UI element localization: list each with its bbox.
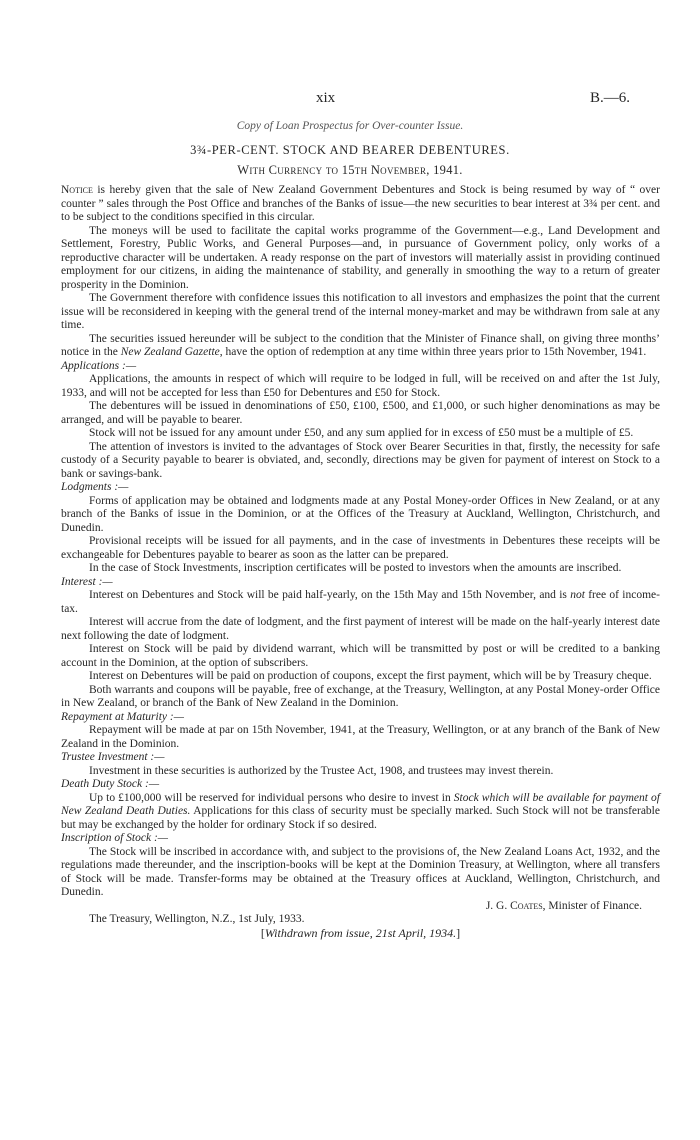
paragraph-interest-5: Both warrants and coupons will be payable, free of exchange, at the Treasury, Wellington, at any Postal Money-order Office in New Zealand, or branch of the Bank of New Zealand in the Dominion.	[61, 683, 660, 709]
death-italic: Stock which will be available for payment of New Zealand Death Duties.	[61, 791, 660, 817]
interest-text-a: Interest on Debentures and Stock will be paid half-yearly, on the 15th May and 15th November, and is	[89, 589, 571, 601]
paragraph-applications-2: The debentures will be issued in denominations of £50, £100, £500, and £1,000, or such higher denominations as may be arranged, and will be payable to bearer.	[61, 400, 660, 426]
interest-not: not	[570, 589, 585, 601]
heading-interest: Interest :—	[61, 575, 113, 588]
place-date: The Treasury, Wellington, N.Z., 1st July, 1933.	[89, 913, 305, 925]
paragraph-redemption	[61, 333, 660, 360]
heading-repayment: Repayment at Maturity :—	[61, 710, 184, 723]
notice-text: is hereby given that the sale of New Zealand Government Debentures and Stock is being resumed by way of “ over counter ” sales through the Post Office and branches of the Banks of issue—the new securities to bear interest at 3¾ per cent. and to be subject to the conditions specified in this circular.	[61, 184, 660, 223]
heading-lodgments: Lodgments :—	[61, 481, 129, 493]
paragraph-interest-2: Interest will accrue from the date of lodgment, and the first payment of interest will be made on the half-yearly interest date next following the date of lodgment.	[61, 616, 660, 642]
document-reference: B.—6.	[589, 90, 630, 106]
document-title: 3¾-PER-CENT. STOCK AND BEARER DEBENTURES.	[190, 143, 510, 157]
gazette-title: New Zealand Gazette	[120, 346, 220, 358]
notice-paragraph	[61, 184, 660, 225]
paragraph-applications-1: Applications, the amounts in respect of which will require to be lodged in full, will be received on and after the 1st July, 1933, and will not be accepted for less than £50 for Debentures and £50 for Stock.	[61, 373, 660, 399]
paragraph-lodgments-3: In the case of Stock Investments, inscription certificates will be posted to investors when the amounts are inscribed.	[89, 562, 622, 574]
paragraph-lodgments-2: Provisional receipts will be issued for all payments, and in the case of investments in Debentures these receipts will be exchangeable for Debentures payable to bearer as soon as the latter can be prepared.	[61, 535, 660, 561]
signature-title: , Minister of Finance.	[542, 899, 642, 912]
page-number: xix	[316, 90, 336, 106]
paragraph-death-duty	[61, 792, 660, 833]
withdrawn-close: ]	[456, 925, 461, 940]
withdrawn-open: [	[260, 925, 265, 940]
withdrawn-note	[61, 927, 660, 941]
signature	[61, 900, 660, 914]
paragraph-interest-1	[61, 589, 660, 616]
paragraph-applications-3: Stock will not be issued for any amount under £50, and any sum applied for in excess of £50 must be a multiple of £5.	[89, 427, 634, 439]
interest-text-b: free of income-tax.	[61, 589, 660, 615]
paragraph-moneys: The moneys will be used to facilitate the capital works programme of the Government—e.g., Land Development and Settlement, Forestry, Public Works, and General Purposes—and, in pursuance of Government policy, only works of a reproductive character will be undertaken. A ready response on the part of investors will materially assist in providing continued employment for our citizens, in aiding the maintenance of stability, and generally in smoothing the way to a return of greater prosperity in the Dominion.	[61, 224, 660, 291]
heading-death-duty: Death Duty Stock :—	[61, 778, 160, 790]
paragraph-confidence: The Government therefore with confidence issues this notification to all investors and emphasizes the point that the current issue will be reconsidered in keeping with the general trend of the internal money-market and may be withdrawn from sale at any time.	[61, 292, 660, 331]
withdrawn-text: Withdrawn from issue, 21st April, 1934.	[264, 925, 457, 940]
heading-trustee: Trustee Investment :—	[61, 751, 165, 763]
document-subtitle: With Currency to 15th November, 1941.	[237, 163, 463, 177]
paragraph-trustee: Investment in these securities is authorized by the Trustee Act, 1908, and trustees may invest therein.	[89, 764, 554, 777]
heading-inscription: Inscription of Stock :—	[61, 832, 168, 844]
notice-lead: Notice	[61, 184, 93, 196]
redemption-text-a: The securities issued hereunder will be subject to the condition that the Minister of Finance shall, on giving three months’ notice in the	[61, 332, 660, 358]
heading-applications: Applications :—	[61, 359, 137, 372]
paragraph-interest-3: Interest on Stock will be paid by dividend warrant, which will be transmitted by post or will be credited to a banking account in the Dominion, at the option of subscribers.	[61, 643, 660, 669]
document-body	[61, 184, 660, 940]
death-text-a: Up to £100,000 will be reserved for individual persons who desire to invest in	[89, 791, 454, 804]
page-header	[0, 90, 700, 110]
paragraph-lodgments-1: Forms of application may be obtained and lodgments made at any Postal Money-order Offices in New Zealand, or at any branch of the Banks of issue in the Dominion, or at the Offices of the Treasury at Auckland, Wellington, Christchurch, and Dunedin.	[61, 494, 660, 534]
redemption-text-b: , have the option of redemption at any time within three years prior to 15th November, 1941.	[219, 346, 647, 358]
paragraph-inscription: The Stock will be inscribed in accordance with, and subject to the provisions of, the New Zealand Loans Act, 1932, and the regulations made thereunder, and the inscription-books will be kept at the Dominion Treasury, at Wellington, where all transfers of Stock will be made. Transfer-forms may be obtained at the Treasury offices at Auckland, Wellington, Christchurch, and Dunedin.	[61, 845, 660, 898]
paragraph-interest-4: Interest on Debentures will be paid on production of coupons, except the first payment, which will be by Treasury cheque.	[89, 670, 652, 682]
signature-name: J. G. Coates	[485, 899, 543, 912]
copy-line: Copy of Loan Prospectus for Over-counter Issue.	[236, 120, 464, 132]
paragraph-applications-4: The attention of investors is invited to the advantages of Stock over Bearer Securities in that, firstly, the necessity for safe custody of a Security payable to bearer is obviated, and, secondly, directions may be given for payment of interest on Stock to a bank or savings-bank.	[61, 440, 660, 480]
paragraph-repayment: Repayment will be made at par on 15th November, 1941, at the Treasury, Wellington, or at any branch of the Bank of New Zealand in the Dominion.	[61, 724, 660, 750]
death-text-b: Applications for this class of security must be specially marked. Such Stock will not be transferable but may be exchanged by the holder for ordinary Stock if so desired.	[61, 805, 660, 831]
